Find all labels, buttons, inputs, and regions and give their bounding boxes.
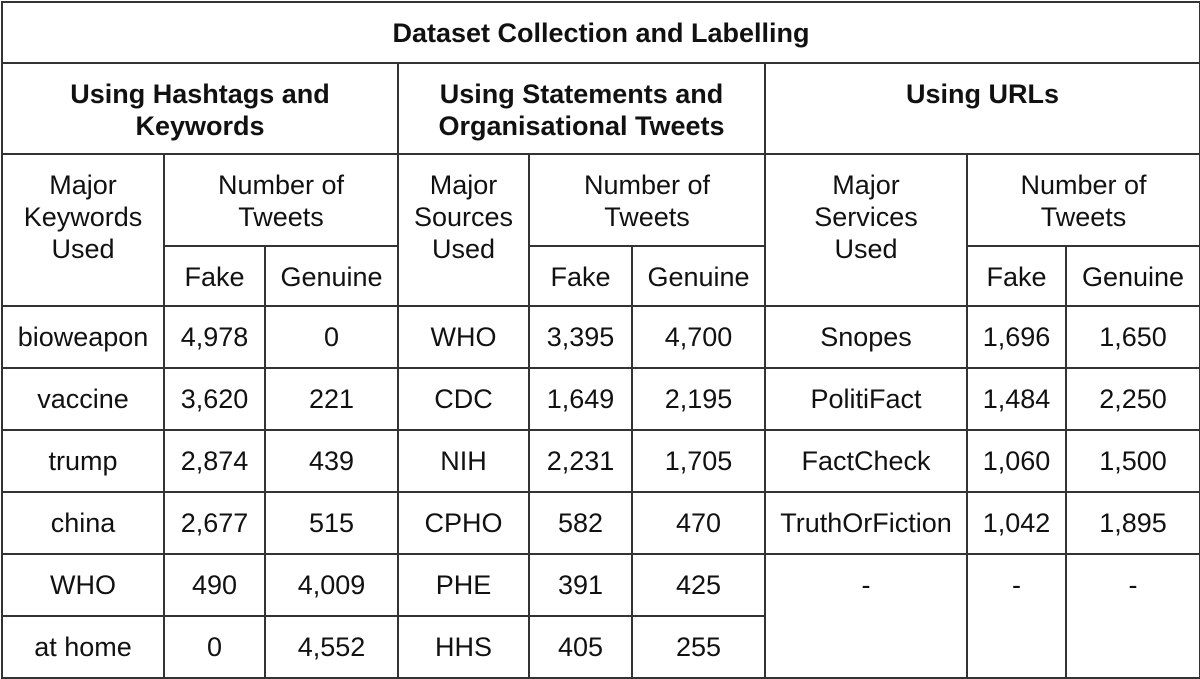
keyword-cell: vaccine [2, 368, 164, 430]
fake-count-cell: 2,874 [164, 430, 265, 492]
table-title: Dataset Collection and Labelling [2, 2, 1200, 63]
table-row [2, 492, 1200, 554]
genuine-count-cell: 255 [632, 616, 765, 678]
column-header-genuine: Genuine [265, 246, 398, 306]
genuine-count-cell: 4,009 [265, 554, 398, 616]
group-heading-statements-tweets: Using Statements and Organisational Tweets [398, 63, 765, 154]
column-header-fake: Fake [967, 246, 1066, 306]
genuine-count-cell: 515 [265, 492, 398, 554]
service-cell: TruthOrFiction [765, 492, 967, 554]
column-header-number-of-tweets: Number of Tweets [164, 154, 398, 246]
column-subheader-row [2, 246, 1200, 306]
fake-count-cell: 4,978 [164, 306, 265, 368]
column-header-major-keywords: Major Keywords Used [2, 154, 164, 306]
fake-count-cell: 3,620 [164, 368, 265, 430]
genuine-count-cell: 1,705 [632, 430, 765, 492]
fake-count-cell: 1,042 [967, 492, 1066, 554]
empty-service-cell: - [765, 554, 967, 678]
genuine-count-cell: 470 [632, 492, 765, 554]
column-header-genuine: Genuine [1066, 246, 1200, 306]
fake-count-cell: 2,677 [164, 492, 265, 554]
group-heading-urls: Using URLs [765, 63, 1200, 154]
table-row [2, 306, 1200, 368]
genuine-count-cell: 1,500 [1066, 430, 1200, 492]
table-row [2, 430, 1200, 492]
keyword-cell: WHO [2, 554, 164, 616]
column-header-number-of-tweets: Number of Tweets [967, 154, 1200, 246]
genuine-count-cell: 4,552 [265, 616, 398, 678]
group-heading-row [2, 63, 1200, 154]
genuine-count-cell: 4,700 [632, 306, 765, 368]
source-cell: WHO [398, 306, 529, 368]
table-row [2, 368, 1200, 430]
fake-count-cell: 391 [529, 554, 632, 616]
column-header-number-of-tweets: Number of Tweets [529, 154, 765, 246]
fake-count-cell: 1,484 [967, 368, 1066, 430]
service-cell: FactCheck [765, 430, 967, 492]
column-header-fake: Fake [529, 246, 632, 306]
column-header-row [2, 154, 1200, 246]
table-row [2, 554, 1200, 616]
source-cell: CDC [398, 368, 529, 430]
fake-count-cell: 405 [529, 616, 632, 678]
column-header-genuine: Genuine [632, 246, 765, 306]
group-heading-hashtags-keywords: Using Hashtags and Keywords [2, 63, 398, 154]
fake-count-cell: 2,231 [529, 430, 632, 492]
column-header-fake: Fake [164, 246, 265, 306]
source-cell: CPHO [398, 492, 529, 554]
fake-count-cell: 1,060 [967, 430, 1066, 492]
genuine-count-cell: 439 [265, 430, 398, 492]
genuine-count-cell: 221 [265, 368, 398, 430]
genuine-count-cell: 1,650 [1066, 306, 1200, 368]
fake-count-cell: 1,696 [967, 306, 1066, 368]
source-cell: NIH [398, 430, 529, 492]
keyword-cell: china [2, 492, 164, 554]
genuine-count-cell: 2,195 [632, 368, 765, 430]
title-row [2, 2, 1200, 63]
fake-count-cell: 582 [529, 492, 632, 554]
genuine-count-cell: 2,250 [1066, 368, 1200, 430]
source-cell: PHE [398, 554, 529, 616]
keyword-cell: at home [2, 616, 164, 678]
genuine-count-cell: 425 [632, 554, 765, 616]
service-cell: Snopes [765, 306, 967, 368]
column-header-major-sources: Major Sources Used [398, 154, 529, 306]
fake-count-cell: 3,395 [529, 306, 632, 368]
keyword-cell: trump [2, 430, 164, 492]
genuine-count-cell: 0 [265, 306, 398, 368]
keyword-cell: bioweapon [2, 306, 164, 368]
column-header-major-services: Major Services Used [765, 154, 967, 306]
dataset-table [1, 1, 1200, 679]
fake-count-cell: 0 [164, 616, 265, 678]
genuine-count-cell: 1,895 [1066, 492, 1200, 554]
service-cell: PolitiFact [765, 368, 967, 430]
fake-count-cell: 1,649 [529, 368, 632, 430]
fake-count-cell: 490 [164, 554, 265, 616]
source-cell: HHS [398, 616, 529, 678]
empty-genuine-count-cell: - [1066, 554, 1200, 678]
empty-fake-count-cell: - [967, 554, 1066, 678]
